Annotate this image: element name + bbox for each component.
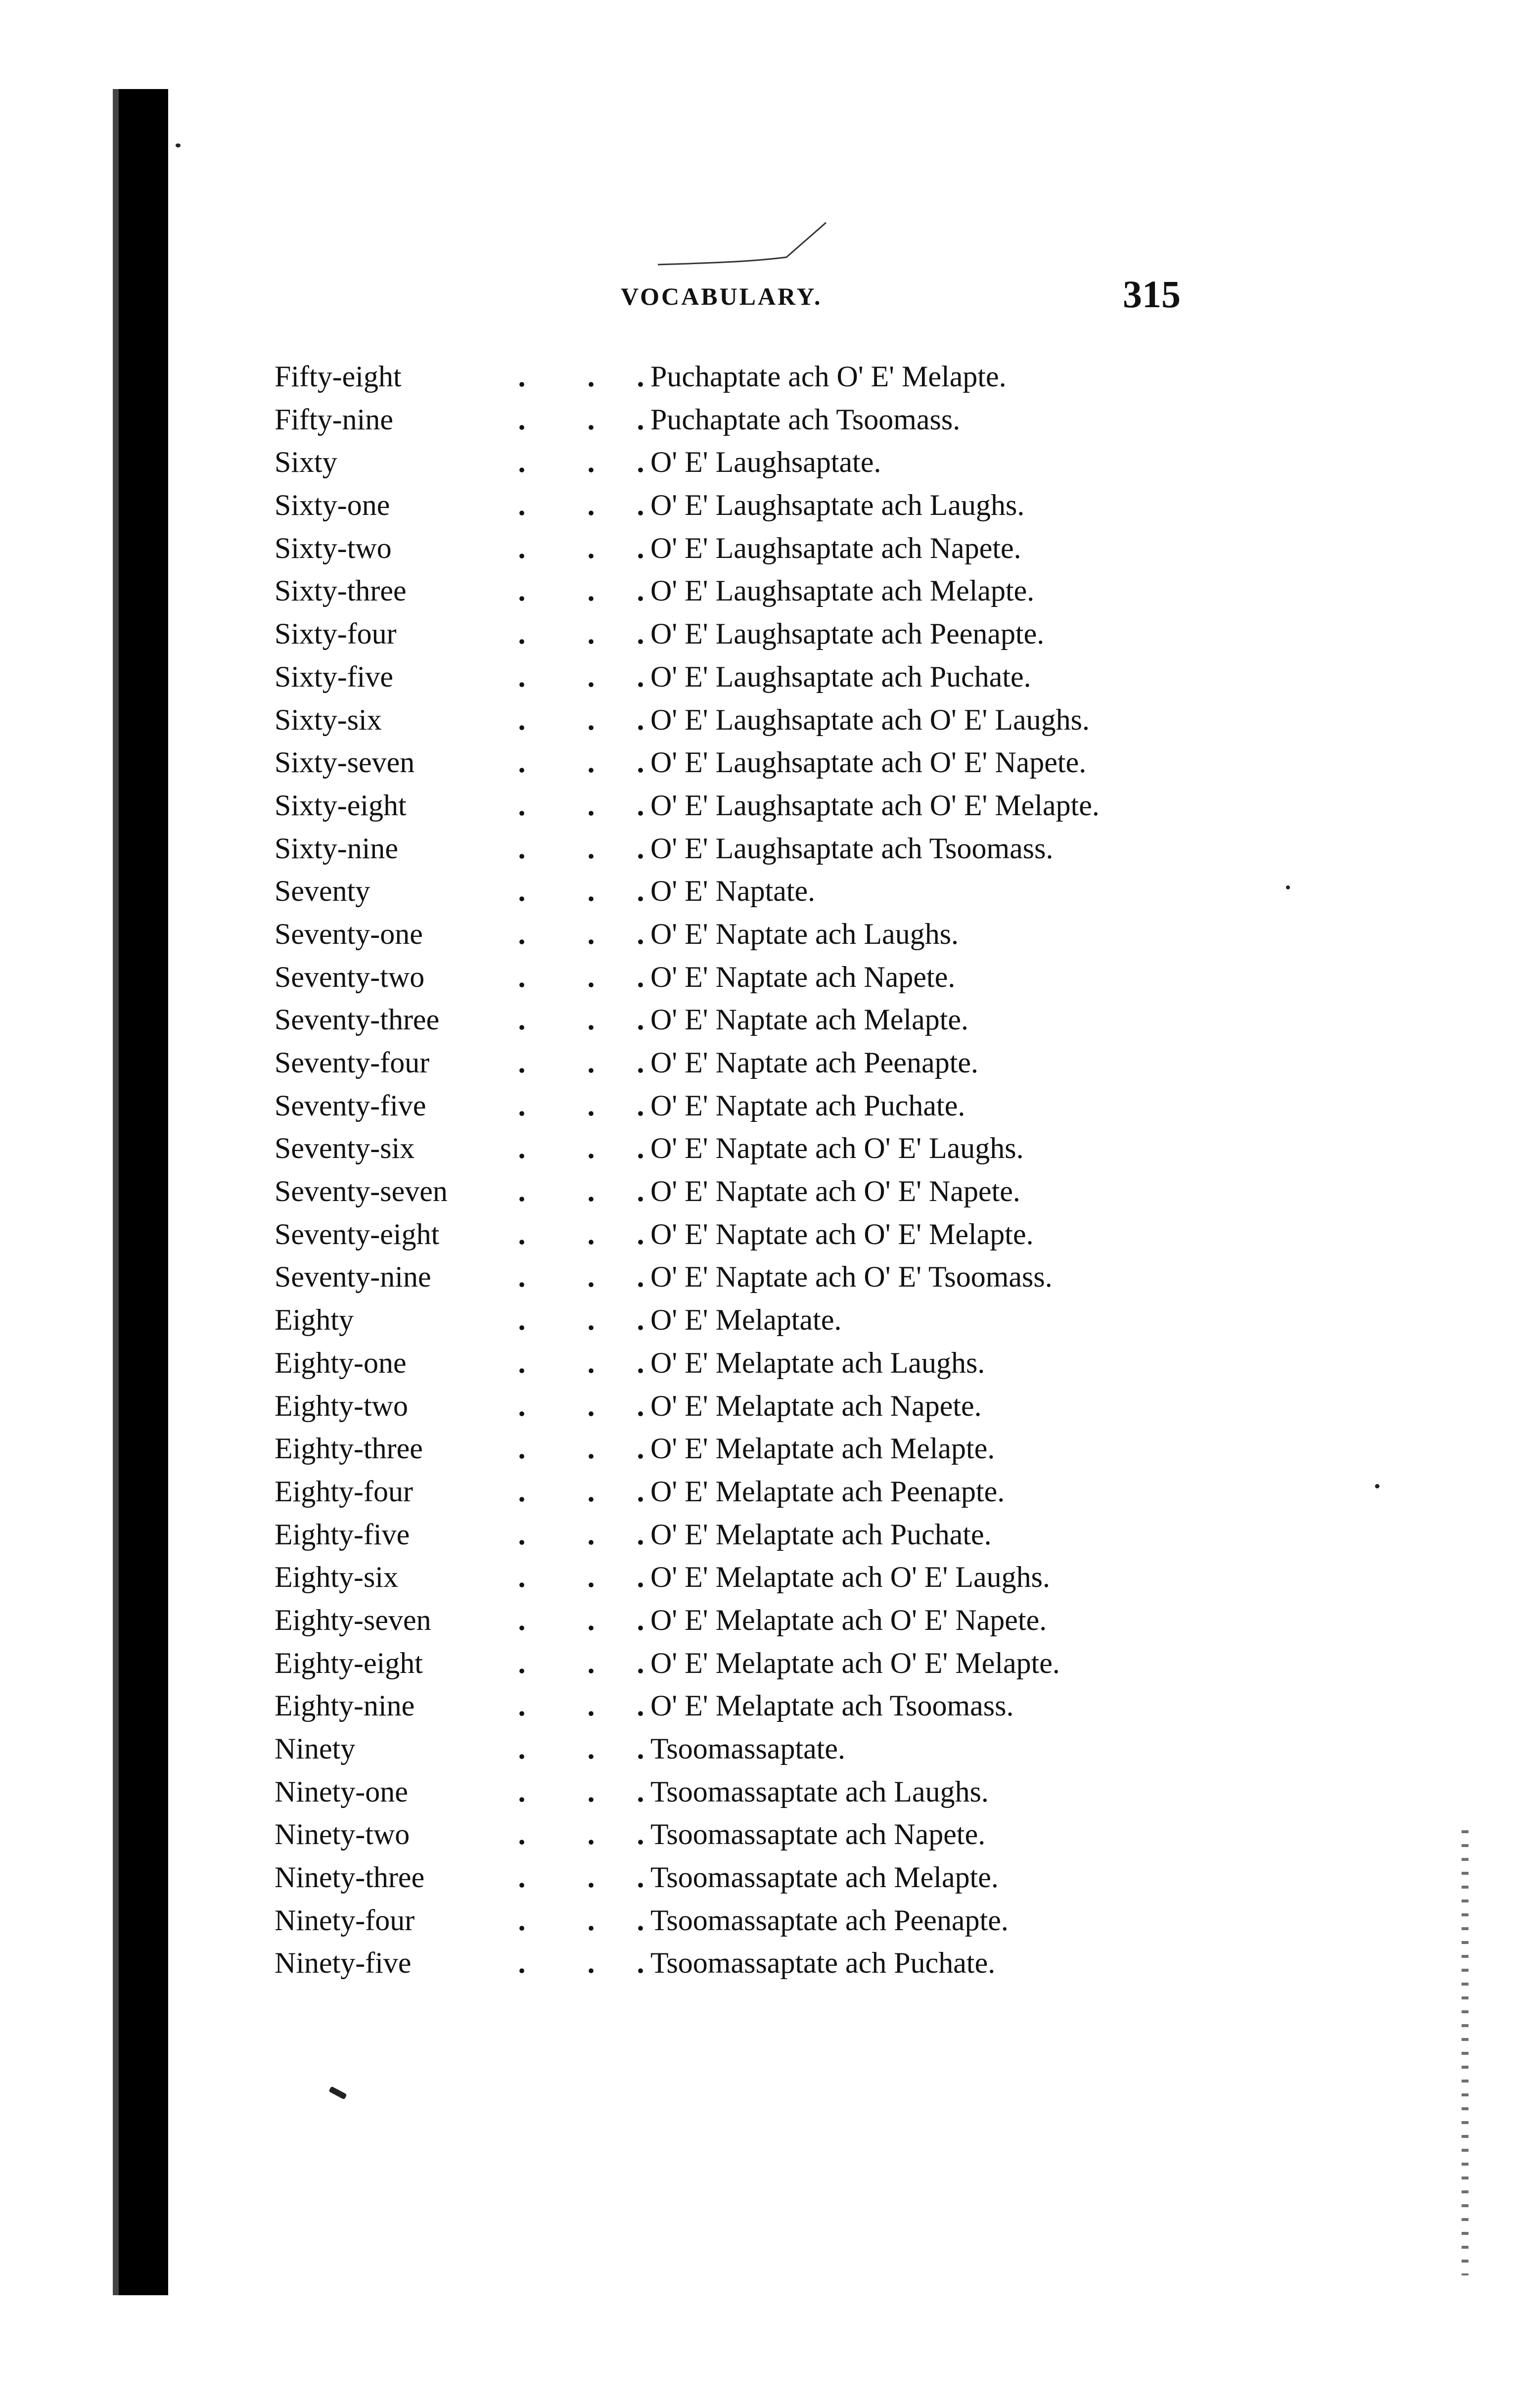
vocabulary-entry: [275, 1298, 1264, 1342]
entry-term: Eighty-five: [275, 1518, 410, 1551]
vocabulary-entry: [275, 741, 1264, 784]
vocabulary-entry: [275, 527, 1264, 570]
vocabulary-entry: [275, 1556, 1264, 1599]
vocabulary-entry: [275, 355, 1264, 398]
vocabulary-entry: [275, 1342, 1264, 1385]
entry-term: Eighty-two: [275, 1389, 408, 1422]
vocabulary-entry: [275, 484, 1264, 527]
entry-term: Sixty-eight: [275, 788, 407, 822]
vocabulary-entry: [275, 1170, 1264, 1213]
leader-dots: . . .: [518, 446, 644, 479]
leader-dots: . . .: [518, 1946, 644, 1980]
leader-dots: . . .: [518, 703, 644, 736]
entry-term: Eighty-eight: [275, 1646, 423, 1679]
leader-dots: . . .: [518, 1903, 644, 1937]
leader-dots: . . .: [518, 960, 644, 993]
vocabulary-entry: [275, 827, 1264, 870]
vocabulary-entry: [275, 655, 1264, 698]
vocabulary-entry: [275, 1856, 1264, 1899]
running-head: VOCABULARY.: [621, 282, 823, 310]
entry-term: Sixty-four: [275, 617, 397, 650]
entry-gloss: O' E' Naptate ach Laughs.: [650, 917, 959, 950]
entry-gloss: O' E' Melaptate.: [650, 1303, 842, 1337]
entry-gloss: O' E' Laughsaptate ach Tsoomass.: [650, 832, 1054, 865]
vocabulary-entry: [275, 1942, 1264, 1985]
binding-edge-shadow: [119, 89, 168, 2295]
entry-gloss: O' E' Melaptate ach Puchate.: [650, 1518, 992, 1551]
leader-dots: . . .: [518, 1646, 644, 1679]
entry-gloss: Tsoomassaptate ach Melapte.: [650, 1861, 999, 1894]
leader-dots: . . .: [518, 1561, 644, 1594]
entry-term: Ninety-four: [275, 1903, 415, 1937]
leader-dots: . . .: [518, 1775, 644, 1808]
entry-term: Eighty-nine: [275, 1689, 415, 1722]
vocabulary-entry: [275, 398, 1264, 441]
entry-term: Ninety: [275, 1732, 356, 1765]
entry-gloss: O' E' Laughsaptate ach O' E' Napete.: [650, 746, 1087, 779]
entry-term: Seventy-one: [275, 917, 423, 950]
entry-gloss: O' E' Melaptate ach Peenapte.: [650, 1475, 1005, 1508]
entry-term: Seventy-eight: [275, 1217, 440, 1250]
leader-dots: . . .: [518, 574, 644, 607]
leader-dots: . . .: [518, 1603, 644, 1636]
ink-speck: [1286, 885, 1290, 889]
vocabulary-entry: [275, 1642, 1264, 1685]
entry-gloss: O' E' Laughsaptate.: [650, 446, 881, 479]
entry-term: Fifty-eight: [275, 360, 402, 393]
vocabulary-entry: [275, 698, 1264, 741]
entry-gloss: O' E' Naptate ach Puchate.: [650, 1089, 965, 1122]
entry-gloss: Tsoomassaptate ach Napete.: [650, 1818, 986, 1851]
leader-dots: . . .: [518, 1346, 644, 1379]
entry-gloss: Puchaptate ach O' E' Melapte.: [650, 360, 1007, 393]
vocabulary-entry: [275, 1255, 1264, 1298]
entry-gloss: Tsoomassaptate.: [650, 1732, 846, 1765]
ink-speck: [328, 2086, 347, 2099]
vocabulary-entry: [275, 1599, 1264, 1642]
vocabulary-entry: [275, 1813, 1264, 1856]
entry-term: Seventy-two: [275, 960, 425, 993]
pen-mark-icon: [658, 218, 831, 277]
entry-term: Sixty: [275, 446, 337, 479]
leader-dots: . . .: [518, 1175, 644, 1208]
vocabulary-entry: [275, 870, 1264, 913]
vocabulary-entry: [275, 569, 1264, 612]
entry-gloss: O' E' Melaptate ach Melapte.: [650, 1432, 995, 1465]
leader-dots: . . .: [518, 832, 644, 865]
entry-term: Eighty-one: [275, 1346, 407, 1379]
entry-gloss: O' E' Naptate ach Melapte.: [650, 1003, 969, 1036]
entry-gloss: O' E' Naptate ach O' E' Laughs.: [650, 1132, 1024, 1165]
vocabulary-entry: [275, 1727, 1264, 1770]
entry-term: Sixty-five: [275, 660, 393, 693]
entry-term: Seventy-five: [275, 1089, 426, 1122]
entry-term: Seventy: [275, 875, 370, 908]
vocabulary-entry: [275, 1427, 1264, 1470]
vocabulary-entry: [275, 612, 1264, 655]
leader-dots: . . .: [518, 1689, 644, 1722]
entry-gloss: O' E' Melaptate ach O' E' Melapte.: [650, 1646, 1060, 1679]
entry-term: Ninety-five: [275, 1946, 412, 1980]
vocabulary-entry: [275, 1213, 1264, 1256]
leader-dots: . . .: [518, 1089, 644, 1122]
leader-dots: . . .: [518, 1732, 644, 1765]
vocabulary-entry: [275, 1127, 1264, 1170]
page-number: 315: [1123, 273, 1181, 316]
entry-term: Fifty-nine: [275, 403, 393, 436]
entry-gloss: O' E' Naptate ach O' E' Melapte.: [650, 1217, 1034, 1250]
leader-dots: . . .: [518, 1861, 644, 1894]
vocabulary-list: [275, 355, 1264, 1985]
entry-gloss: Tsoomassaptate ach Peenapte.: [650, 1903, 1009, 1937]
entry-term: Sixty-one: [275, 489, 390, 522]
entry-term: Ninety-two: [275, 1818, 410, 1851]
leader-dots: . . .: [518, 1003, 644, 1036]
entry-term: Sixty-nine: [275, 832, 398, 865]
entry-gloss: O' E' Naptate.: [650, 875, 816, 908]
leader-dots: . . .: [518, 1389, 644, 1422]
vocabulary-entry: [275, 1041, 1264, 1084]
entry-gloss: O' E' Melaptate ach Tsoomass.: [650, 1689, 1014, 1722]
entry-term: Seventy-four: [275, 1046, 430, 1079]
leader-dots: . . .: [518, 403, 644, 436]
entry-term: Sixty-two: [275, 531, 392, 564]
leader-dots: . . .: [518, 1217, 644, 1250]
entry-gloss: Tsoomassaptate ach Laughs.: [650, 1775, 989, 1808]
vocabulary-entry: [275, 1385, 1264, 1428]
leader-dots: . . .: [518, 788, 644, 822]
entry-gloss: O' E' Laughsaptate ach Peenapte.: [650, 617, 1045, 650]
entry-gloss: O' E' Laughsaptate ach O' E' Melapte.: [650, 788, 1100, 822]
leader-dots: . . .: [518, 1260, 644, 1294]
entry-gloss: O' E' Naptate ach O' E' Napete.: [650, 1175, 1020, 1208]
vocabulary-entry: [275, 913, 1264, 956]
leader-dots: . . .: [518, 746, 644, 779]
leader-dots: . . .: [518, 875, 644, 908]
entry-gloss: O' E' Melaptate ach Laughs.: [650, 1346, 985, 1379]
leader-dots: . . .: [518, 531, 644, 564]
vocabulary-entry: [275, 1899, 1264, 1942]
entry-term: Eighty-three: [275, 1432, 423, 1465]
ink-speck: [176, 143, 181, 147]
entry-gloss: Tsoomassaptate ach Puchate.: [650, 1946, 996, 1980]
entry-term: Seventy-three: [275, 1003, 440, 1036]
entry-term: Seventy-nine: [275, 1260, 431, 1294]
leader-dots: . . .: [518, 1518, 644, 1551]
entry-gloss: O' E' Naptate ach Napete.: [650, 960, 956, 993]
entry-term: Seventy-six: [275, 1132, 415, 1165]
leader-dots: . . .: [518, 617, 644, 650]
entry-gloss: O' E' Naptate ach Peenapte.: [650, 1046, 978, 1079]
vocabulary-entry: [275, 441, 1264, 484]
leader-dots: . . .: [518, 360, 644, 393]
vocabulary-entry: [275, 1513, 1264, 1556]
vocabulary-entry: [275, 1684, 1264, 1727]
entry-gloss: O' E' Melaptate ach O' E' Napete.: [650, 1603, 1047, 1636]
entry-term: Eighty-four: [275, 1475, 413, 1508]
entry-gloss: O' E' Laughsaptate ach Puchate.: [650, 660, 1031, 693]
entry-term: Ninety-one: [275, 1775, 408, 1808]
entry-gloss: O' E' Laughsaptate ach O' E' Laughs.: [650, 703, 1090, 736]
leader-dots: . . .: [518, 1818, 644, 1851]
entry-term: Seventy-seven: [275, 1175, 448, 1208]
vocabulary-entry: [275, 1770, 1264, 1813]
vocabulary-entry: [275, 1470, 1264, 1513]
entry-gloss: O' E' Laughsaptate ach Napete.: [650, 531, 1021, 564]
leader-dots: . . .: [518, 917, 644, 950]
leader-dots: . . .: [518, 1303, 644, 1337]
vocabulary-entry: [275, 784, 1264, 827]
leader-dots: . . .: [518, 1475, 644, 1508]
leader-dots: . . .: [518, 489, 644, 522]
entry-term: Eighty-seven: [275, 1603, 431, 1636]
entry-term: Sixty-seven: [275, 746, 415, 779]
vocabulary-entry: [275, 1084, 1264, 1127]
entry-gloss: O' E' Laughsaptate ach Melapte.: [650, 574, 1035, 607]
entry-term: Ninety-three: [275, 1861, 425, 1894]
entry-gloss: O' E' Naptate ach O' E' Tsoomass.: [650, 1260, 1053, 1294]
entry-term: Sixty-six: [275, 703, 382, 736]
leader-dots: . . .: [518, 1432, 644, 1465]
leader-dots: . . .: [518, 1046, 644, 1079]
entry-gloss: O' E' Laughsaptate ach Laughs.: [650, 489, 1025, 522]
entry-term: Eighty-six: [275, 1561, 398, 1594]
entry-term: Eighty: [275, 1303, 354, 1337]
margin-noise: [1462, 1830, 1468, 2275]
entry-gloss: O' E' Melaptate ach Napete.: [650, 1389, 982, 1422]
entry-gloss: Puchaptate ach Tsoomass.: [650, 403, 961, 436]
vocabulary-entry: [275, 998, 1264, 1041]
ink-speck: [1375, 1484, 1379, 1488]
entry-term: Sixty-three: [275, 574, 407, 607]
leader-dots: . . .: [518, 660, 644, 693]
vocabulary-entry: [275, 956, 1264, 999]
entry-gloss: O' E' Melaptate ach O' E' Laughs.: [650, 1561, 1050, 1594]
leader-dots: . . .: [518, 1132, 644, 1165]
